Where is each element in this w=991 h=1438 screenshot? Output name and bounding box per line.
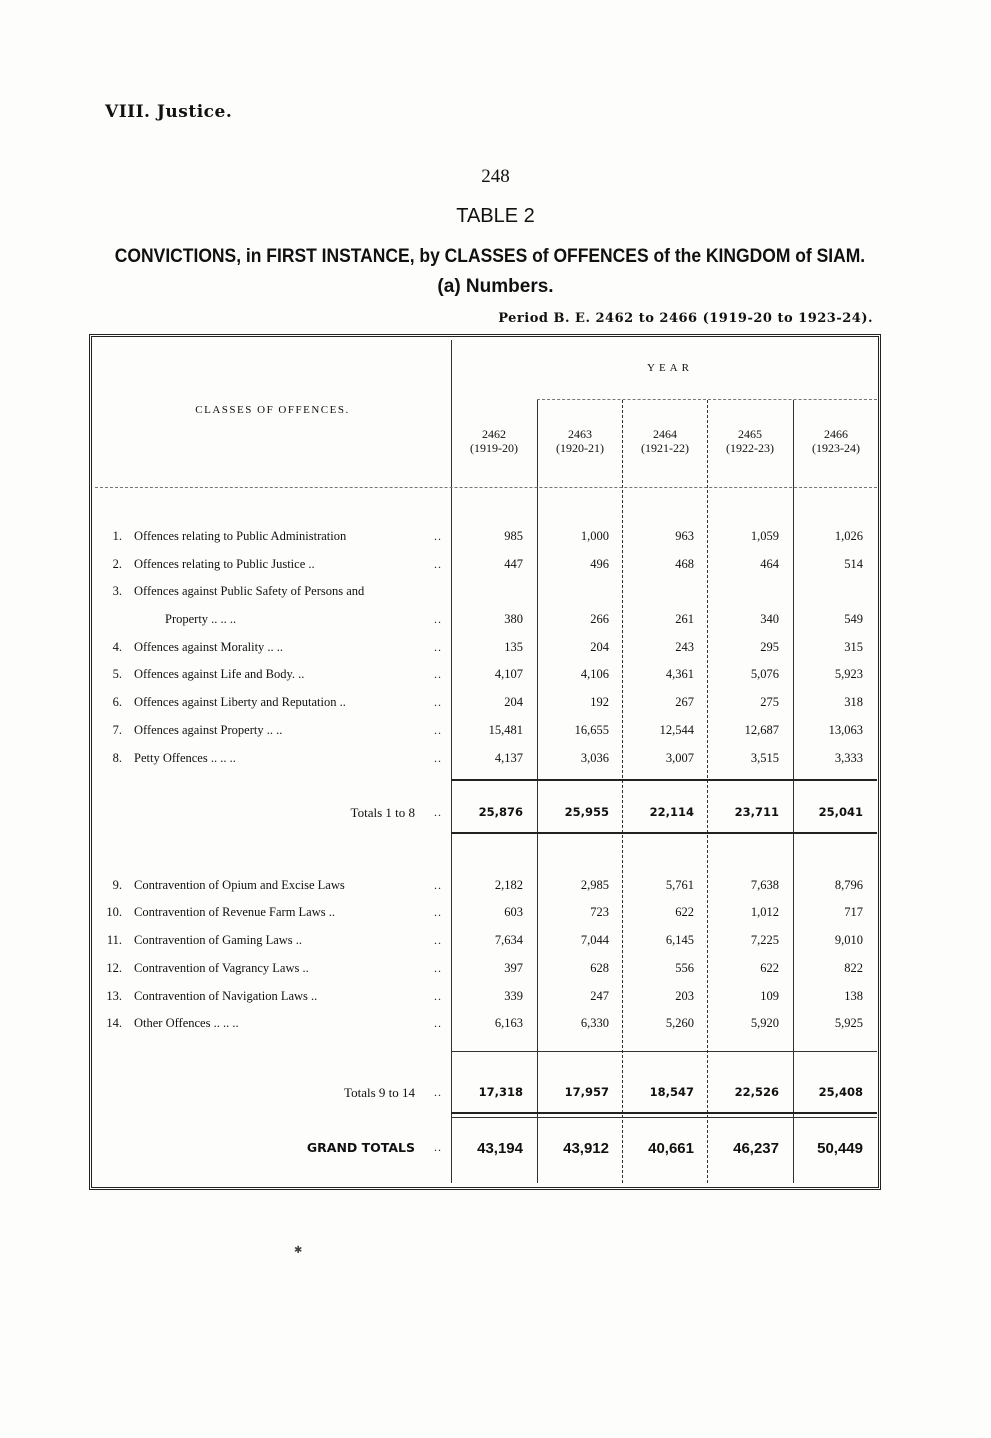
table-cell: 13,063 bbox=[828, 723, 863, 737]
table-cell: 3,036 bbox=[580, 751, 609, 765]
table-cell: 247 bbox=[590, 989, 609, 1003]
table-cell: 7,225 bbox=[750, 933, 779, 947]
table-cell: 3,515 bbox=[750, 751, 779, 765]
table-title: CONVICTIONS, in FIRST INSTANCE, by CLASSES of OFFENCES of the KINGDOM of SIAM. bbox=[114, 246, 866, 267]
table-number: TABLE 2 bbox=[456, 205, 535, 227]
row-leader: .. bbox=[434, 1140, 442, 1154]
table-cell: 295 bbox=[760, 640, 779, 654]
table-cell: 5,925 bbox=[834, 1016, 863, 1030]
table-cell: 1,012 bbox=[750, 905, 779, 919]
totals-1-8-cell: 23,711 bbox=[734, 805, 779, 819]
grand-totals-cell: 40,661 bbox=[648, 1140, 694, 1157]
row-label: Property .. .. .. bbox=[165, 612, 237, 626]
row-number: 2. bbox=[112, 557, 122, 571]
table-cell: 514 bbox=[844, 557, 863, 571]
row-label: Offences against Public Safety of Persons and bbox=[134, 584, 365, 598]
table-cell: 985 bbox=[504, 529, 523, 543]
column-header: 2466 (1923-24) bbox=[812, 427, 860, 455]
row-number: 6. bbox=[112, 695, 122, 709]
column-header: 2463 (1920-21) bbox=[556, 427, 604, 455]
table-cell: 5,761 bbox=[665, 878, 694, 892]
row-number: 13. bbox=[106, 989, 122, 1003]
row-label: Petty Offences .. .. .. bbox=[134, 751, 236, 765]
column-divider bbox=[707, 400, 708, 1183]
column-divider bbox=[793, 400, 794, 1183]
row-label: Offences relating to Public Justice .. bbox=[134, 557, 315, 571]
subtotal2-rule-bottom bbox=[451, 1112, 877, 1114]
totals-1-8-cell: 25,955 bbox=[564, 805, 609, 819]
row-number: 4. bbox=[112, 640, 122, 654]
table-cell: 138 bbox=[844, 989, 863, 1003]
table-cell: 717 bbox=[844, 905, 863, 919]
row-leader: .. bbox=[434, 1085, 442, 1099]
row-number: 5. bbox=[112, 667, 122, 681]
row-label: Contravention of Revenue Farm Laws .. bbox=[134, 905, 335, 919]
row-number: 12. bbox=[106, 961, 122, 975]
table-cell: 318 bbox=[844, 695, 863, 709]
table-cell: 6,330 bbox=[580, 1016, 609, 1030]
table-cell: 9,010 bbox=[834, 933, 863, 947]
totals-9-14-cell: 18,547 bbox=[649, 1085, 694, 1099]
column-header: 2464 (1921-22) bbox=[641, 427, 689, 455]
table-cell: 340 bbox=[760, 612, 779, 626]
table-cell: 397 bbox=[504, 961, 523, 975]
row-leader: .. bbox=[434, 695, 442, 709]
column-header: 2465 (1922-23) bbox=[726, 427, 774, 455]
table-cell: 261 bbox=[675, 612, 694, 626]
table-cell: 12,544 bbox=[659, 723, 694, 737]
ink-speck: ✱ bbox=[294, 1245, 303, 1256]
row-number: 8. bbox=[112, 751, 122, 765]
totals-9-14-cell: 17,957 bbox=[564, 1085, 609, 1099]
subtotal2-rule-top bbox=[451, 1051, 877, 1052]
row-leader: .. bbox=[434, 1016, 442, 1030]
table-cell: 447 bbox=[504, 557, 523, 571]
table-cell: 464 bbox=[760, 557, 779, 571]
table-cell: 1,000 bbox=[580, 529, 609, 543]
table-cell: 8,796 bbox=[834, 878, 863, 892]
totals-1-8-cell: 25,876 bbox=[478, 805, 523, 819]
table-cell: 1,026 bbox=[834, 529, 863, 543]
table-cell: 2,182 bbox=[494, 878, 523, 892]
totals-1-8-label: Totals 1 to 8 bbox=[350, 805, 415, 820]
table-cell: 4,106 bbox=[580, 667, 609, 681]
table-cell: 549 bbox=[844, 612, 863, 626]
row-leader: .. bbox=[434, 961, 442, 975]
table-cell: 5,260 bbox=[665, 1016, 694, 1030]
table-cell: 6,145 bbox=[665, 933, 694, 947]
table-cell: 4,137 bbox=[494, 751, 523, 765]
table-cell: 109 bbox=[760, 989, 779, 1003]
row-label: Contravention of Navigation Laws .. bbox=[134, 989, 318, 1003]
row-label: Offences against Property .. .. bbox=[134, 723, 283, 737]
classes-header: CLASSES OF OFFENCES. bbox=[195, 404, 350, 416]
year-header: YEAR bbox=[647, 362, 693, 374]
table-cell: 622 bbox=[675, 905, 694, 919]
table-cell: 7,634 bbox=[494, 933, 523, 947]
row-leader: .. bbox=[434, 612, 442, 626]
grand-totals-cell: 50,449 bbox=[817, 1140, 863, 1157]
table-cell: 1,059 bbox=[750, 529, 779, 543]
table-cell: 556 bbox=[675, 961, 694, 975]
table-cell: 204 bbox=[590, 640, 609, 654]
row-leader: .. bbox=[434, 905, 442, 919]
subtotal-rule-top bbox=[451, 779, 877, 781]
row-label: Contravention of Opium and Excise Laws bbox=[134, 878, 345, 892]
row-number: 1. bbox=[112, 529, 122, 543]
row-leader: .. bbox=[434, 805, 442, 819]
column-divider bbox=[537, 400, 538, 1183]
table-cell: 16,655 bbox=[574, 723, 609, 737]
table-cell: 6,163 bbox=[494, 1016, 523, 1030]
row-number: 14. bbox=[106, 1016, 122, 1030]
table-cell: 7,044 bbox=[580, 933, 609, 947]
row-label: Contravention of Gaming Laws .. bbox=[134, 933, 303, 947]
grand-totals-cell: 43,194 bbox=[477, 1140, 523, 1157]
year-rule bbox=[537, 399, 877, 400]
row-label: Offences against Morality .. .. bbox=[134, 640, 284, 654]
table-cell: 5,920 bbox=[750, 1016, 779, 1030]
row-label: Offences against Liberty and Reputation .. bbox=[134, 695, 346, 709]
table-cell: 963 bbox=[675, 529, 694, 543]
table-cell: 267 bbox=[675, 695, 694, 709]
row-leader: .. bbox=[434, 557, 442, 571]
row-number: 10. bbox=[106, 905, 122, 919]
table-cell: 603 bbox=[504, 905, 523, 919]
table-cell: 339 bbox=[504, 989, 523, 1003]
table-cell: 3,007 bbox=[665, 751, 694, 765]
table-cell: 380 bbox=[504, 612, 523, 626]
table-cell: 723 bbox=[590, 905, 609, 919]
row-leader: .. bbox=[434, 751, 442, 765]
table-cell: 628 bbox=[590, 961, 609, 975]
section-heading: VIII. Justice. bbox=[105, 102, 233, 122]
row-label: Offences relating to Public Administration bbox=[134, 529, 347, 543]
totals-9-14-cell: 22,526 bbox=[734, 1085, 779, 1099]
table-cell: 5,923 bbox=[834, 667, 863, 681]
row-leader: .. bbox=[434, 529, 442, 543]
column-divider bbox=[622, 400, 623, 1183]
grand-totals-cell: 43,912 bbox=[563, 1140, 609, 1157]
row-number: 3. bbox=[112, 584, 122, 598]
row-number: 7. bbox=[112, 723, 122, 737]
row-number: 9. bbox=[112, 878, 122, 892]
totals-1-8-cell: 22,114 bbox=[649, 805, 694, 819]
table-cell: 7,638 bbox=[750, 878, 779, 892]
row-label: Offences against Life and Body. .. bbox=[134, 667, 305, 681]
table-cell: 203 bbox=[675, 989, 694, 1003]
table-cell: 15,481 bbox=[488, 723, 523, 737]
row-label: Other Offences .. .. .. bbox=[134, 1016, 239, 1030]
table-cell: 135 bbox=[504, 640, 523, 654]
table-cell: 2,985 bbox=[580, 878, 609, 892]
table-cell: 192 bbox=[590, 695, 609, 709]
table-cell: 5,076 bbox=[750, 667, 779, 681]
row-leader: .. bbox=[434, 640, 442, 654]
subtotal-rule-bottom bbox=[451, 832, 877, 834]
totals-9-14-cell: 17,318 bbox=[478, 1085, 523, 1099]
table-cell: 4,361 bbox=[665, 667, 694, 681]
totals-9-14-cell: 25,408 bbox=[818, 1085, 863, 1099]
table-cell: 204 bbox=[504, 695, 523, 709]
row-leader: .. bbox=[434, 878, 442, 892]
column-header: 2462 (1919-20) bbox=[470, 427, 518, 455]
table-cell: 468 bbox=[675, 557, 694, 571]
table-cell: 266 bbox=[590, 612, 609, 626]
table-cell: 4,107 bbox=[494, 667, 523, 681]
period-line: Period B. E. 2462 to 2466 (1919-20 to 1923-24). bbox=[498, 311, 873, 326]
row-label: Contravention of Vagrancy Laws .. bbox=[134, 961, 309, 975]
row-leader: .. bbox=[434, 933, 442, 947]
row-leader: .. bbox=[434, 989, 442, 1003]
header-rule bbox=[95, 487, 877, 488]
table-cell: 822 bbox=[844, 961, 863, 975]
table-cell: 315 bbox=[844, 640, 863, 654]
row-leader: .. bbox=[434, 667, 442, 681]
grand-totals-cell: 46,237 bbox=[733, 1140, 779, 1157]
table-cell: 496 bbox=[590, 557, 609, 571]
page-number: 248 bbox=[481, 166, 510, 187]
row-leader: .. bbox=[434, 723, 442, 737]
grand-totals-label: GRAND TOTALS bbox=[306, 1140, 415, 1155]
table-subtitle: (a) Numbers. bbox=[437, 276, 554, 297]
table-cell: 275 bbox=[760, 695, 779, 709]
table-cell: 622 bbox=[760, 961, 779, 975]
grand-rule bbox=[451, 1117, 877, 1118]
table-cell: 12,687 bbox=[744, 723, 779, 737]
table-cell: 3,333 bbox=[834, 751, 863, 765]
table-cell: 243 bbox=[675, 640, 694, 654]
totals-1-8-cell: 25,041 bbox=[818, 805, 863, 819]
row-number: 11. bbox=[106, 933, 122, 947]
totals-9-14-label: Totals 9 to 14 bbox=[344, 1085, 415, 1100]
